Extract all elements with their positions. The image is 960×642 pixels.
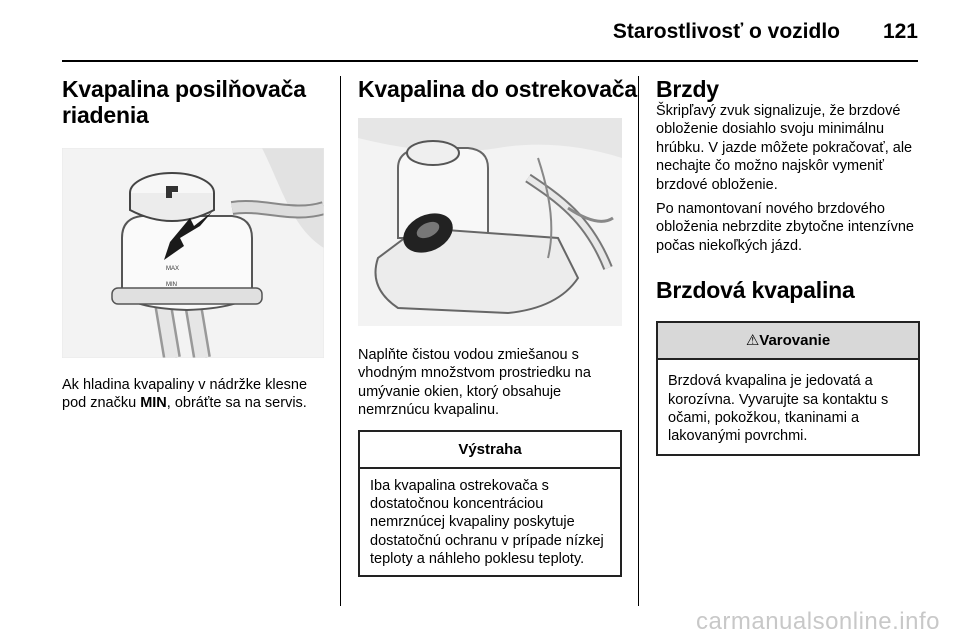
warning-header bbox=[658, 323, 918, 360]
notice-box bbox=[358, 430, 622, 577]
brakes-para-2: Po namontovaní nového brzdového obloženia nebrzdite zbytočne intenzívne počas niekoľkých jázd. bbox=[656, 201, 914, 254]
reservoir-drawing bbox=[62, 148, 324, 358]
column-power-steering bbox=[62, 76, 324, 413]
washer-fluid-text: Naplňte čistou vodou zmiešanou s vhodným množstvom prostriedku na umývanie okien, ktorý obsahuje nemrznúcu kvapalinu. bbox=[358, 347, 591, 419]
power-steering-text: Ak hladina kvapaliny v nádržke klesne pod značku MIN, obráťte sa na servis. bbox=[62, 377, 308, 412]
header-title: Starostlivosť o vozidlo bbox=[612, 20, 840, 43]
washer-drawing bbox=[358, 118, 622, 326]
warning-title: Varovanie bbox=[759, 332, 831, 350]
watermark: carmanualsonline.info bbox=[696, 608, 940, 635]
section-heading-washer-fluid: Kvapalina do ostrekovača bbox=[358, 76, 637, 102]
washer-reservoir-illustration bbox=[358, 118, 622, 326]
notice-title: Výstraha bbox=[360, 432, 620, 469]
column-divider-1 bbox=[340, 76, 341, 606]
section-heading-brake-fluid: Brzdová kvapalina bbox=[656, 277, 855, 304]
brakes-para-1: Škripľavý zvuk signalizuje, že brzdové obloženie dosiahlo svoju minimálnu hrúbku. V jazde môžete pokračovať, ale nechajte čo možno najskôr vymeniť brzdové obloženie. bbox=[656, 103, 913, 193]
column-brakes bbox=[656, 76, 920, 456]
column-divider-2 bbox=[638, 76, 639, 606]
warning-icon: ⚠ bbox=[745, 332, 760, 350]
power-steering-reservoir-illustration bbox=[62, 148, 324, 358]
warning-box bbox=[656, 321, 920, 456]
page-number: 121 bbox=[882, 20, 918, 43]
section-heading-power-steering: Kvapalina posilňovača riadenia bbox=[62, 76, 306, 128]
max-mark-label: MAX bbox=[166, 266, 180, 272]
page-header bbox=[62, 14, 918, 62]
notice-text: Iba kvapalina ostrekovača s dostatočnou koncentráciou nemrznúcej kvapaliny poskytuje dostatočnú ochranu v prípade nízkej teploty a náhleho poklesu teploty. bbox=[370, 477, 604, 568]
column-washer-fluid bbox=[358, 76, 637, 577]
section-heading-brakes: Brzdy bbox=[656, 76, 719, 102]
min-mark-label: MIN bbox=[166, 282, 177, 288]
min-mark: MIN bbox=[140, 395, 167, 412]
warning-text: Brzdová kvapalina je jedovatá a korozívna. Vyvarujte sa kontaktu s očami, pokožkou, tkaninami a lakovanými povrchmi. bbox=[668, 373, 889, 445]
